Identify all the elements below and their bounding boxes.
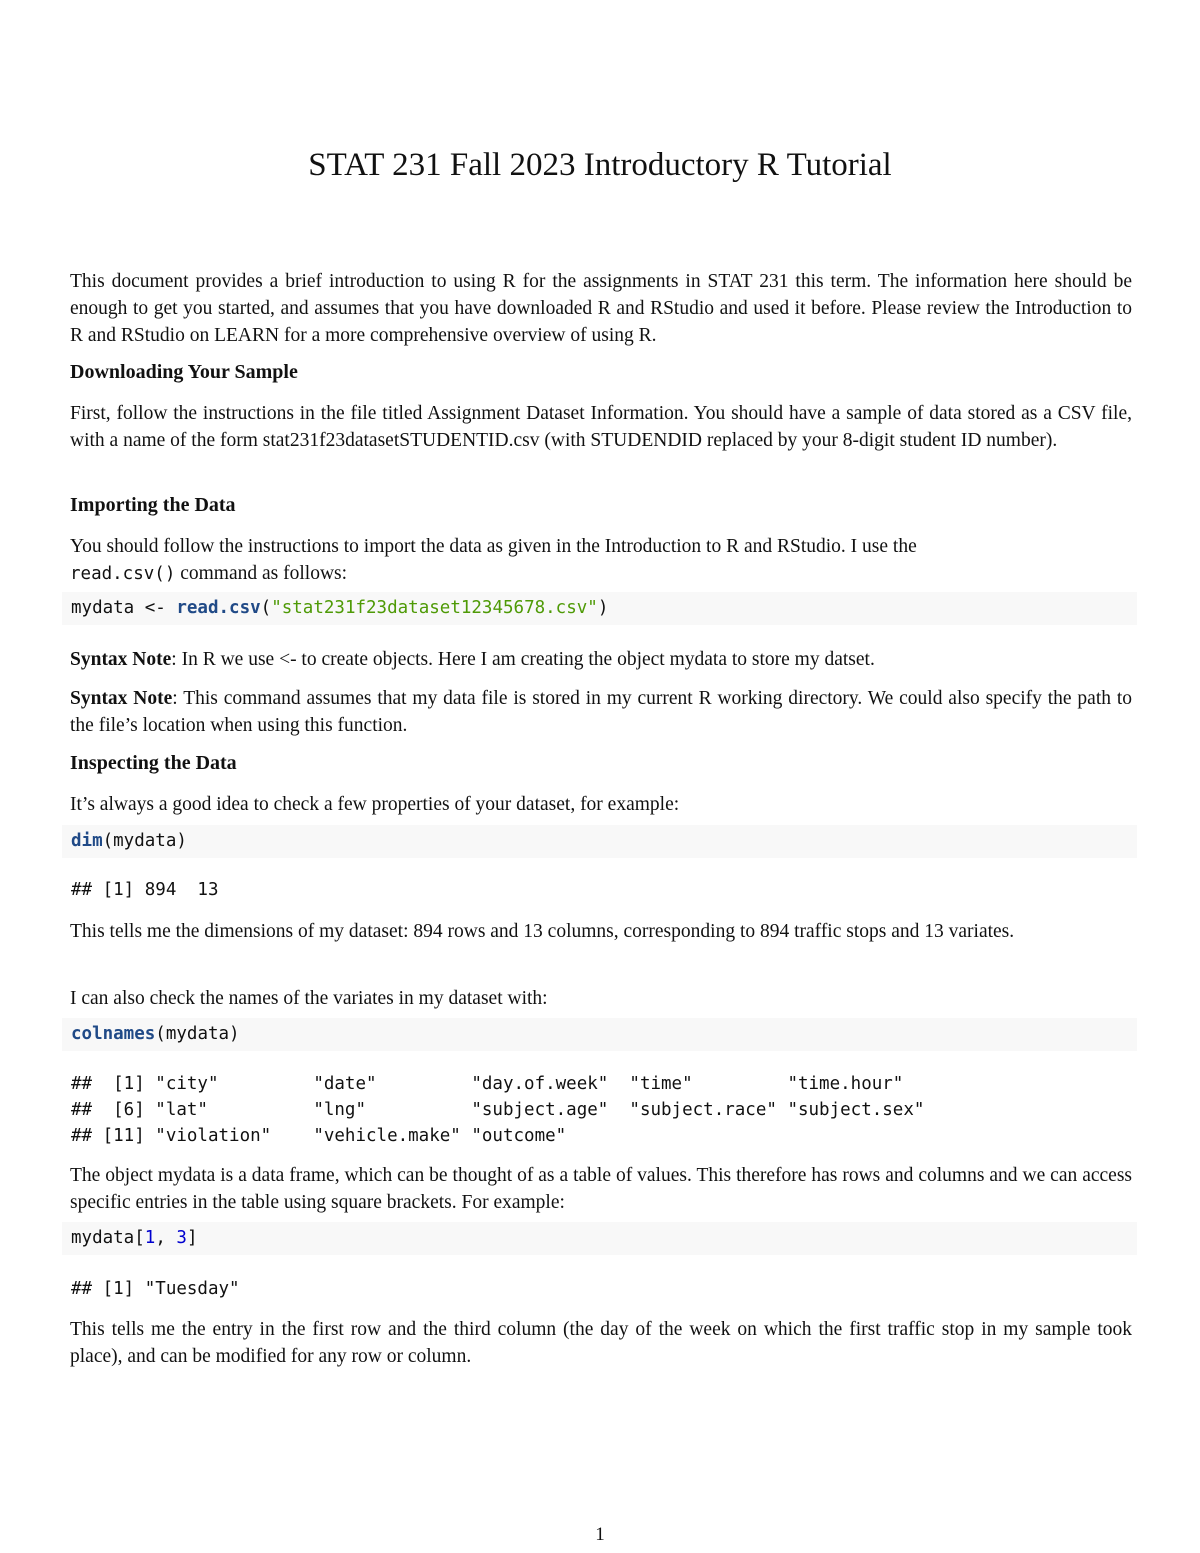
downloading-paragraph: First, follow the instructions in the file titled Assignment Dataset Information. You should have a sample of data stored as a CSV file, with a name of the form stat231f23datasetSTUDENTID.csv (with STUDENDID replaced by your 8-digit student ID number). [70,403,1132,451]
code-fn-dim: dim [71,831,103,851]
inline-code-read-csv: read.csv() [70,564,176,584]
syntax-note-1-text: : In R we use <- to create objects. Here I am creating the object mydata to store my datset. [171,649,875,670]
syntax-note-2 [70,685,1132,739]
code-block-colnames [62,1018,1137,1051]
output-colnames-line: ## [11] "violation" "vehicle.make" "outcome" [71,1126,567,1146]
code-fn: read.csv [176,598,261,618]
importing-text-a: You should follow the instructions to import the data as given in the Introduction to R and RStudio. I use the [70,536,917,557]
section-heading-importing: Importing the Data [70,494,236,516]
output-index: ## [1] "Tuesday" [71,1279,240,1299]
section-heading-inspecting: Inspecting the Data [70,752,237,774]
page-number: 1 [595,1524,605,1545]
importing-paragraph [70,533,1132,588]
code-num-2: 3 [176,1228,187,1248]
code-string: "stat231f23dataset12345678.csv" [271,598,598,618]
syntax-note-1-label: Syntax Note [70,649,172,670]
code-num-1: 1 [144,1228,156,1248]
code-arg-dim: (mydata) [102,831,187,851]
document-title: STAT 231 Fall 2023 Introductory R Tutorial [308,147,892,183]
code-block-read-csv [62,592,1137,625]
output-colnames-line: ## [6] "lat" "lng" "subject.age" "subject.race" "subject.sex" [71,1100,925,1120]
inspecting-paragraph-4: The object mydata is a data frame, which can be thought of as a table of values. This therefore has rows and columns and we can access specific entries in the table using square brackets. For example: [70,1165,1132,1213]
section-heading-downloading: Downloading Your Sample [70,361,298,383]
output-dim: ## [1] 894 13 [71,880,219,900]
syntax-note-1 [70,646,1132,673]
code-block-index [62,1222,1137,1255]
code-close: ) [597,598,609,618]
inspecting-paragraph-5: This tells me the entry in the first row and the third column (the day of the week on which the first traffic stop in my sample took place), and can be modified for any row or column. [70,1319,1132,1367]
syntax-note-2-text: : This command assumes that my data file is stored in my current R working directory. We could also specify the path to the file’s location when using this function. [70,688,1133,736]
inspecting-paragraph-3: I can also check the names of the variates in my dataset with: [70,988,548,1009]
code-block-dim [62,825,1137,858]
code-sep: , [155,1228,177,1248]
code-arg-colnames: (mydata) [155,1024,240,1044]
syntax-note-2-label: Syntax Note [70,688,173,709]
code-var-index: mydata[ [71,1228,145,1248]
code-fn-colnames: colnames [71,1024,156,1044]
intro-paragraph: This document provides a brief introduction to using R for the assignments in STAT 231 this term. The information here should be enough to get you started, and assumes that you have downloaded R and RStudio and used it before. Please review the Introduction to R and RStudio on LEARN for a more comprehensive overview of using R. [70,271,1132,346]
code-var: mydata <- [71,598,177,618]
output-colnames-line: ## [1] "city" "date" "day.of.week" "time" "time.hour" [71,1074,904,1094]
inspecting-paragraph-2: This tells me the dimensions of my dataset: 894 rows and 13 columns, corresponding to 894 traffic stops and 13 variates. [70,921,1015,942]
inspecting-paragraph-1: It’s always a good idea to check a few properties of your dataset, for example: [70,794,680,815]
code-open: ( [260,598,272,618]
code-close-index: ] [186,1228,198,1248]
importing-text-b: command as follows: [175,563,348,584]
